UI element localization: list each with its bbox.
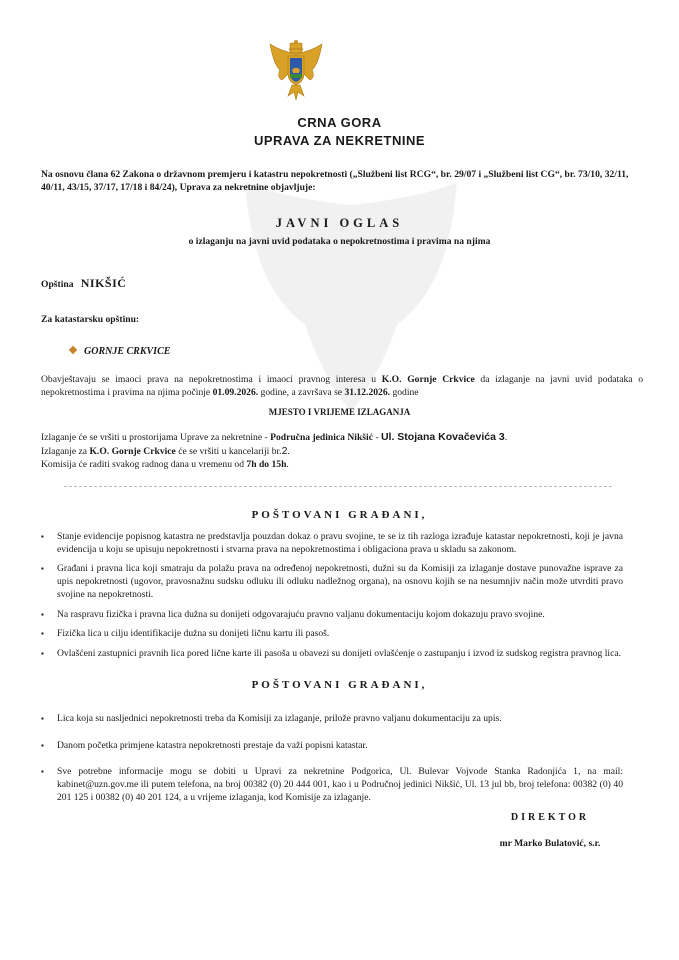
signatory-title: DIREKTOR <box>510 812 590 823</box>
place-text: - <box>372 432 381 443</box>
municipality-line <box>41 276 126 291</box>
cadastral-municipality-name: GORNJE CRKVICE <box>84 346 171 357</box>
announcement-text: da izlaganje na javni uvid podataka o nepokretnostima i pravima na njima počinje <box>41 374 644 398</box>
end-date: 31.12.2026. <box>344 386 391 398</box>
municipality-label: Opština <box>41 279 74 290</box>
greeting-heading: POŠTOVANI GRAĐANI, <box>251 679 428 691</box>
office-number: 2 <box>281 444 288 457</box>
signatory-name: mr Marko Bulatović, s.r. <box>499 838 601 849</box>
notice-subtitle: o izlaganju na javni uvid podataka o nepokretnostima i pravima na njima <box>188 236 491 247</box>
announcement-ko: K.O. Gornje Crkvice <box>381 374 475 385</box>
municipality-name: NIKŠIĆ <box>80 276 127 290</box>
office-line <box>41 445 643 459</box>
country-title: CRNA GORA <box>297 115 382 130</box>
announcement-text: godine <box>390 386 419 398</box>
list-item: ▪ Danom početka primjene katastra nepokretnosti prestaje da važi popisni katastar. <box>41 740 623 753</box>
legal-basis-intro: Na osnovu člana 62 Zakona o državnom premjeru i katastru nepokretnosti („Službeni list RCG“, br. 29/07 i „Službeni list CG“, br. 73/10, 32/11, 40/11, 43/15, 37/17, 17/18 i 84/24), Uprava za nekretnine objavljuje: <box>41 169 629 193</box>
office-text: Izlaganje za <box>41 445 90 457</box>
information-list <box>41 713 623 805</box>
instructions-list <box>41 531 623 661</box>
office-ko: K.O. Gornje Crkvice <box>89 445 176 457</box>
office-text: će se vršiti u kancelariji br. <box>175 445 282 457</box>
cadastral-label: Za katastarsku opštinu: <box>41 314 140 325</box>
notice-title: JAVNI OGLAS <box>275 216 404 230</box>
hours-text: Komisija će raditi svakog radnog dana u vremenu od <box>41 458 247 470</box>
office-address: Ul. Stojana Kovačevića 3 <box>380 431 505 443</box>
list-item: ▪ Građani i pravna lica koji smatraju da polažu prava na određenoj nepokretnosti, dužni su da Komisiji za izlaganje dostave punovažne isprave za upis nepokretnosti (ugovor, pravosnažnu sudsku odluku ili odluku nadležnog organa), na osnovu kojih se na nesumnjiv način može utvrditi pravo svojine na nepokretnosti. <box>41 563 623 601</box>
place-time-details <box>41 431 643 471</box>
list-item: ▪ Fizička lica u cilju identifikacije dužna su donijeti ličnu kartu ili pasoš. <box>41 628 623 641</box>
announcement-text: godine, a završava se <box>258 386 345 398</box>
hours-line <box>41 459 643 472</box>
hours-text: . <box>286 458 289 470</box>
working-hours: 7h do 15h <box>246 458 287 470</box>
agency-title: UPRAVA ZA NEKRETNINE <box>253 133 426 148</box>
regional-unit: Područna jedinica Nikšić <box>270 432 373 443</box>
cadastral-municipality-item <box>70 346 170 357</box>
list-item: ▪ Stanje evidencije popisnog katastra ne predstavlja pouzdan dokaz o pravu svojine, te se iz tih razloga izrađuje katastar nepokretnosti, koji je javna evidencija u koju se upisuju nepokretnosti i stvarna prava na nepokretnostima i obligaciona prava u skladu sa zakonom. <box>41 531 623 556</box>
coat-of-arms-icon <box>268 40 324 102</box>
greeting-heading: POŠTOVANI GRAĐANI, <box>251 509 428 521</box>
start-date: 01.09.2026. <box>212 386 259 398</box>
announcement-paragraph <box>41 374 643 400</box>
diamond-bullet-icon <box>69 346 77 354</box>
place-text: Izlaganje će se vršiti u prostorijama Uprave za nekretnine - <box>41 432 271 443</box>
list-item: ▪ Lica koja su nasljednici nepokretnosti treba da Komisiji za izlaganje, prilože pravno valjanu dokumentaciju za upis. <box>41 713 623 726</box>
section-divider <box>64 486 612 487</box>
list-item: ▪ Sve potrebne informacije mogu se dobiti u Upravi za nekretnine Podgorica, Ul. Bulevar Vojvode Stanka Radonjića 1, na mail: kabinet@uzn.gov.me ili putem telefona, na broj 00382 (0) 20 444 001, kao i u Područnoj jedinici Nikšić, Ul. 13 jul bb, broj telefona: 00382 (0) 40 201 125 i 00382 (0) 40 201 124, a u vrijeme izlaganja, kod Komisije za izlaganje. <box>41 766 623 804</box>
place-time-title: MJESTO I VRIJEME IZLAGANJA <box>268 407 411 417</box>
office-text: . <box>287 445 290 457</box>
place-text: . <box>504 432 508 443</box>
list-item: ▪ Na raspravu fizička i pravna lica dužna su donijeti odgovarajuću pravno valjanu dokumentaciju kojom dokazuju pravo svojine. <box>41 609 623 622</box>
announcement-text: Obavještavaju se imaoci prava na nepokretnostima i imaoci pravnog interesa u <box>41 374 382 385</box>
place-line <box>41 431 643 445</box>
list-item: ▪ Ovlašćeni zastupnici pravnih lica pored lične karte ili pasoša u obavezi su donijeti ovlašćenje o zastupanju i izvod iz sudskog registra pravnog lica. <box>41 648 623 661</box>
